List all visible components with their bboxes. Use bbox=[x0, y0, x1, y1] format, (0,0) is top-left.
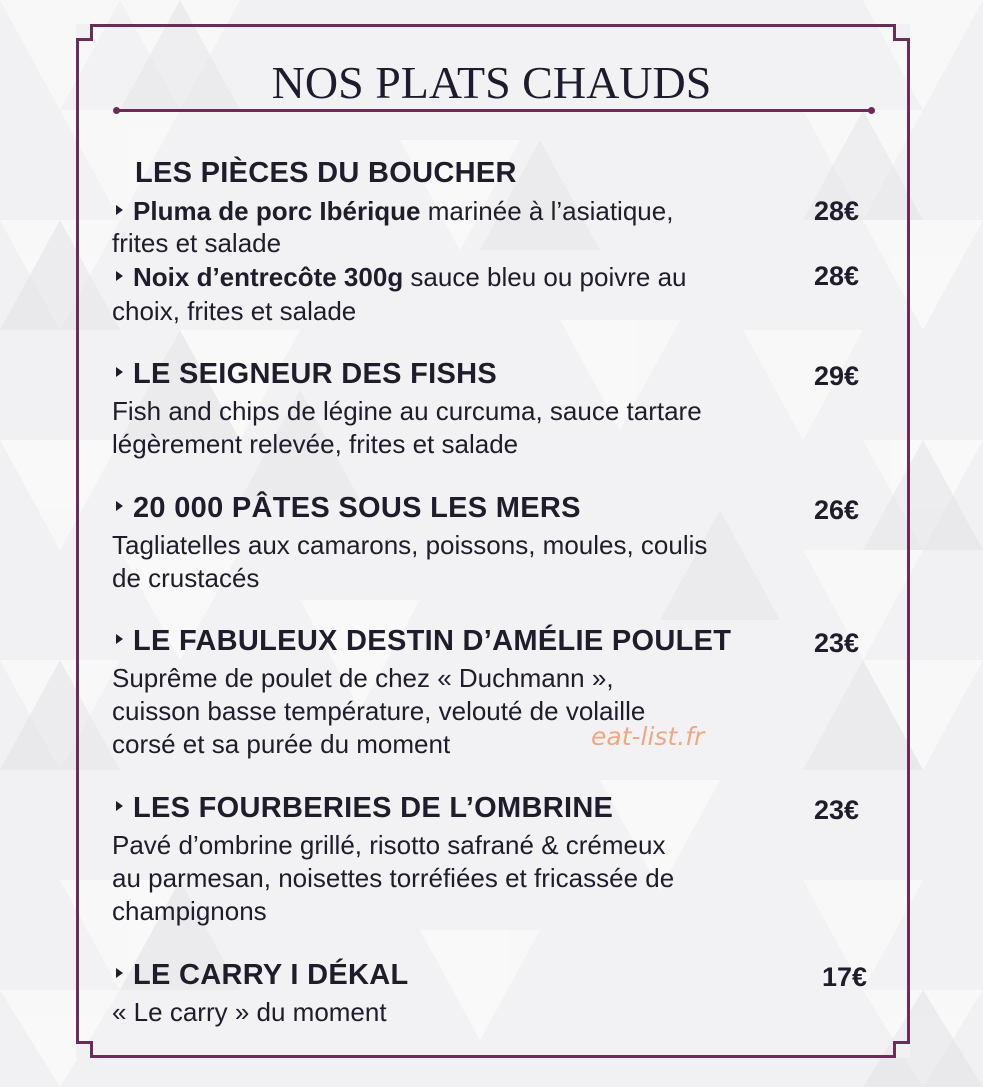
section-heading-boucher: LES PIÈCES DU BOUCHER bbox=[135, 157, 517, 189]
heading-text: 20 000 PÂTES SOUS LES MERS bbox=[133, 492, 581, 524]
heading-text: LE SEIGNEUR DES FISHS bbox=[133, 358, 498, 390]
heading-text: LE CARRY I DÉKAL bbox=[133, 959, 409, 991]
item-desc-line: Suprême de poulet de chez « Duchmann », bbox=[112, 663, 614, 693]
item-desc: sauce bleu ou poivre au bbox=[403, 262, 687, 292]
bullet-triangle-icon bbox=[116, 634, 123, 644]
bullet-triangle-icon bbox=[116, 501, 123, 511]
item-desc-line: Fish and chips de légine au curcuma, sauce tartare bbox=[112, 396, 702, 426]
section-heading-amelie bbox=[116, 625, 731, 658]
title-divider bbox=[116, 109, 872, 112]
eat-list-watermark: eat-list.fr bbox=[591, 722, 705, 751]
item-price: 23€ bbox=[814, 795, 860, 825]
item-price: 28€ bbox=[814, 261, 860, 291]
item-price: 26€ bbox=[814, 495, 860, 525]
item-desc-line: Tagliatelles aux camarons, poissons, moules, coulis bbox=[112, 530, 708, 560]
item-desc-line: champignons bbox=[112, 896, 267, 926]
bullet-triangle-icon bbox=[116, 367, 123, 377]
bullet-triangle-icon bbox=[116, 968, 123, 978]
item-desc: marinée à l’asiatique, bbox=[420, 196, 674, 226]
item-desc-line: corsé et sa purée du moment bbox=[112, 729, 451, 759]
bullet-triangle-icon bbox=[116, 271, 123, 281]
section-heading-pates bbox=[116, 492, 581, 525]
item-desc-line: au parmesan, noisettes torréfiées et fricassée de bbox=[112, 863, 675, 893]
item-desc-line: cuisson basse température, velouté de volaille bbox=[112, 696, 646, 726]
bullet-triangle-icon bbox=[116, 205, 123, 215]
frame-corner bbox=[76, 24, 93, 41]
frame-corner bbox=[893, 24, 910, 41]
frame-corner bbox=[76, 1041, 93, 1058]
item-price: 23€ bbox=[814, 628, 860, 658]
item-desc-line: légèrement relevée, frites et salade bbox=[112, 429, 519, 459]
menu-item-entrecote bbox=[116, 261, 687, 294]
item-price: 28€ bbox=[814, 196, 860, 226]
heading-text: LE FABULEUX DESTIN D’AMÉLIE POULET bbox=[133, 625, 732, 657]
heading-text: LES FOURBERIES DE L’OMBRINE bbox=[133, 792, 614, 824]
section-heading-carry bbox=[116, 959, 409, 992]
menu-item-pluma bbox=[116, 195, 673, 228]
frame-corner bbox=[893, 1041, 910, 1058]
item-desc-line: « Le carry » du moment bbox=[112, 997, 387, 1027]
item-desc-line: choix, frites et salade bbox=[112, 296, 357, 326]
item-desc-line: Pavé d’ombrine grillé, risotto safrané & crémeux bbox=[112, 830, 666, 860]
item-price: 29€ bbox=[814, 361, 860, 391]
bullet-triangle-icon bbox=[116, 801, 123, 811]
item-name: Noix d’entrecôte 300g bbox=[133, 262, 404, 292]
item-desc-line: de crustacés bbox=[112, 563, 260, 593]
menu-title: NOS PLATS CHAUDS bbox=[271, 57, 712, 108]
section-heading-ombrine bbox=[116, 792, 613, 825]
item-price: 17€ bbox=[822, 962, 868, 992]
section-heading-fishs bbox=[116, 358, 497, 391]
item-desc-line: frites et salade bbox=[112, 228, 282, 258]
item-name: Pluma de porc Ibérique bbox=[133, 196, 421, 226]
